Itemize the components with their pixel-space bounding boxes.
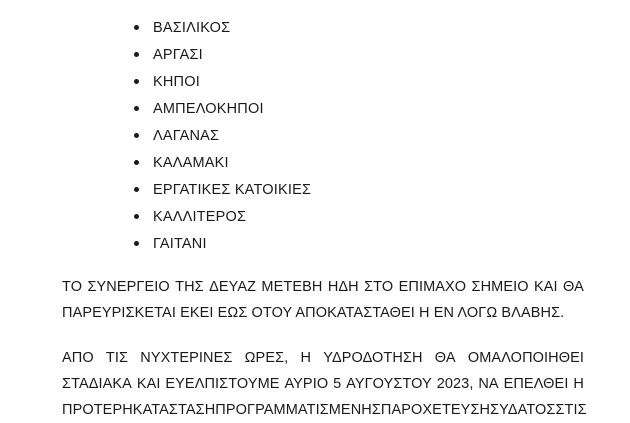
crew-status-paragraph bbox=[62, 274, 584, 326]
list-item bbox=[134, 68, 311, 95]
bullet-icon bbox=[134, 52, 139, 57]
list-item-label: ΒΑΣΙΛΙΚΟΣ bbox=[153, 19, 231, 36]
water-supply-paragraph bbox=[62, 345, 587, 423]
paragraph-line: ΑΠΟ ΤΙΣ ΝΥΧΤΕΡΙΝΕΣ ΩΡΕΣ, Η ΥΔΡΟΔΟΤΗΣΗ ΘΑ ΟΜΑΛΟΠΟΙΗΘΕΙ bbox=[62, 350, 584, 366]
list-item-label: ΑΡΓΑΣΙ bbox=[153, 46, 203, 63]
bullet-icon bbox=[134, 133, 139, 138]
list-item-label: ΕΡΓΑΤΙΚΕΣ ΚΑΤΟΙΚΙΕΣ bbox=[153, 181, 312, 198]
paragraph-line: ΠΑΡΕΥΡΙΣΚΕΤΑΙ ΕΚΕΙ ΕΩΣ ΟΤΟΥ ΑΠΟΚΑΤΑΣΤΑΘΕΙ Η ΕΝ ΛΟΓΩ ΒΛΑΒΗΣ. bbox=[62, 305, 565, 321]
list-item bbox=[134, 41, 311, 68]
area-bullet-list bbox=[134, 14, 311, 257]
bullet-icon bbox=[134, 160, 139, 165]
bullet-icon bbox=[134, 79, 139, 84]
list-item bbox=[134, 203, 311, 230]
list-item-label: ΓΑΙΤΑΝΙ bbox=[153, 235, 207, 252]
paragraph-line: ΤΟ ΣΥΝΕΡΓΕΙΟ ΤΗΣ ΔΕΥΑΖ ΜΕΤΕΒΗ ΗΔΗ ΣΤΟ ΕΠΙΜΑΧΟ ΣΗΜΕΙΟ ΚΑΙ ΘΑ bbox=[62, 279, 584, 295]
list-item-label: ΑΜΠΕΛΟΚΗΠΟΙ bbox=[153, 100, 264, 117]
bullet-icon bbox=[134, 25, 139, 30]
list-item-label: ΚΗΠΟΙ bbox=[153, 73, 200, 90]
bullet-icon bbox=[134, 241, 139, 246]
bullet-icon bbox=[134, 106, 139, 111]
list-item-label: ΚΑΛΑΜΑΚΙ bbox=[153, 154, 229, 171]
bullet-icon bbox=[134, 214, 139, 219]
paragraph-line: ΣΤΑΔΙΑΚΑ ΚΑΙ ΕΥΕΛΠΙΣΤΟΥΜΕ ΑΥΡΙΟ 5 ΑΥΓΟΥΣΤΟΥ 2023, ΝΑ ΕΠΕΛΘΕΙ Η bbox=[62, 376, 584, 392]
list-item bbox=[134, 95, 311, 122]
list-item-label: ΚΑΛΛΙΤΕΡΟΣ bbox=[153, 208, 247, 225]
list-item bbox=[134, 176, 311, 203]
bullet-icon bbox=[134, 187, 139, 192]
list-item-label: ΛΑΓΑΝΑΣ bbox=[153, 127, 220, 144]
paragraph-line: ΠΡΟΤΕΡΗ ΚΑΤΑΣΤΑΣΗ ΠΡΟΓΡΑΜΜΑΤΙΣΜΕΝΗΣ ΠΑΡΟΧΕΤΕΥΣΗΣ ΥΔΑΤΟΣ ΣΤΙΣ bbox=[62, 402, 587, 418]
list-item bbox=[134, 14, 311, 41]
list-item bbox=[134, 230, 311, 257]
list-item bbox=[134, 122, 311, 149]
list-item bbox=[134, 149, 311, 176]
